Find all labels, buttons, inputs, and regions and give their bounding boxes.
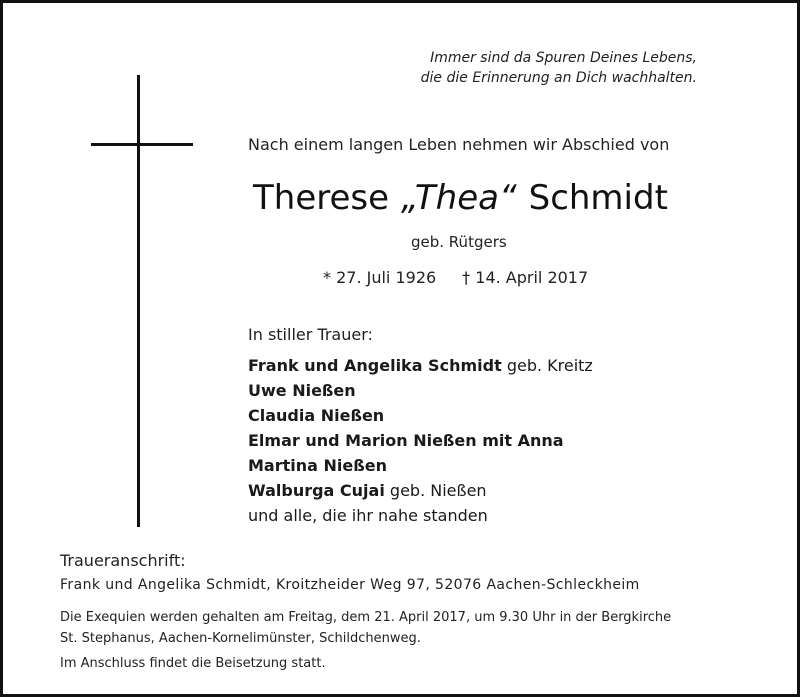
- mourner-item: [248, 428, 593, 453]
- mourner-item: [248, 453, 593, 478]
- quote-line-2: die die Erinnerung an Dich wachhalten.: [420, 70, 697, 86]
- first-name: Therese: [253, 178, 390, 218]
- mourner-name: Martina Nießen: [248, 456, 387, 475]
- mourner-suffix: geb. Kreitz: [506, 356, 593, 375]
- funeral-line-2: St. Stephanus, Aachen-Kornelimünster, Schildchenweg.: [60, 631, 421, 646]
- mourners-list: [248, 353, 593, 528]
- mourner-name: Elmar und Marion Nießen mit Anna: [248, 431, 564, 450]
- mourning-address: Frank und Angelika Schmidt, Kroitzheider Weg 97, 52076 Aachen-Schleckheim: [60, 577, 640, 593]
- memorial-quote: [421, 48, 697, 88]
- birth-date: * 27. Juli 1926: [323, 268, 437, 287]
- deceased-name: [253, 178, 668, 218]
- funeral-notice: [60, 607, 671, 649]
- mourner-item: [248, 378, 593, 403]
- mourner-name: Frank und Angelika Schmidt: [248, 356, 502, 375]
- death-date: † 14. April 2017: [462, 268, 589, 287]
- quote-line-1: Immer sind da Spuren Deines Lebens,: [430, 50, 697, 66]
- address-label: Traueranschrift:: [60, 551, 186, 570]
- burial-notice: Im Anschluss findet die Beisetzung statt.: [60, 656, 326, 671]
- mourner-item: [248, 403, 593, 428]
- birth-name: geb. Rütgers: [411, 233, 507, 251]
- funeral-line-1: Die Exequien werden gehalten am Freitag, dem 21. April 2017, um 9.30 Uhr in der Bergkirche: [60, 610, 672, 625]
- mourner-suffix: geb. Nießen: [389, 481, 487, 500]
- nickname: „Thea“: [401, 178, 517, 218]
- mourner-item: [248, 478, 593, 503]
- life-dates: [323, 268, 588, 287]
- mourner-item: [248, 353, 593, 378]
- mourner-name: Walburga Cujai: [248, 481, 385, 500]
- cross-horizontal-bar: [91, 143, 193, 146]
- mourning-label: In stiller Trauer:: [248, 325, 373, 344]
- last-name: Schmidt: [528, 178, 668, 218]
- mourner-name: Uwe Nießen: [248, 381, 356, 400]
- mourner-name: Claudia Nießen: [248, 406, 385, 425]
- closing-line: und alle, die ihr nahe standen: [248, 506, 488, 525]
- intro-text: Nach einem langen Leben nehmen wir Abschied von: [248, 135, 670, 154]
